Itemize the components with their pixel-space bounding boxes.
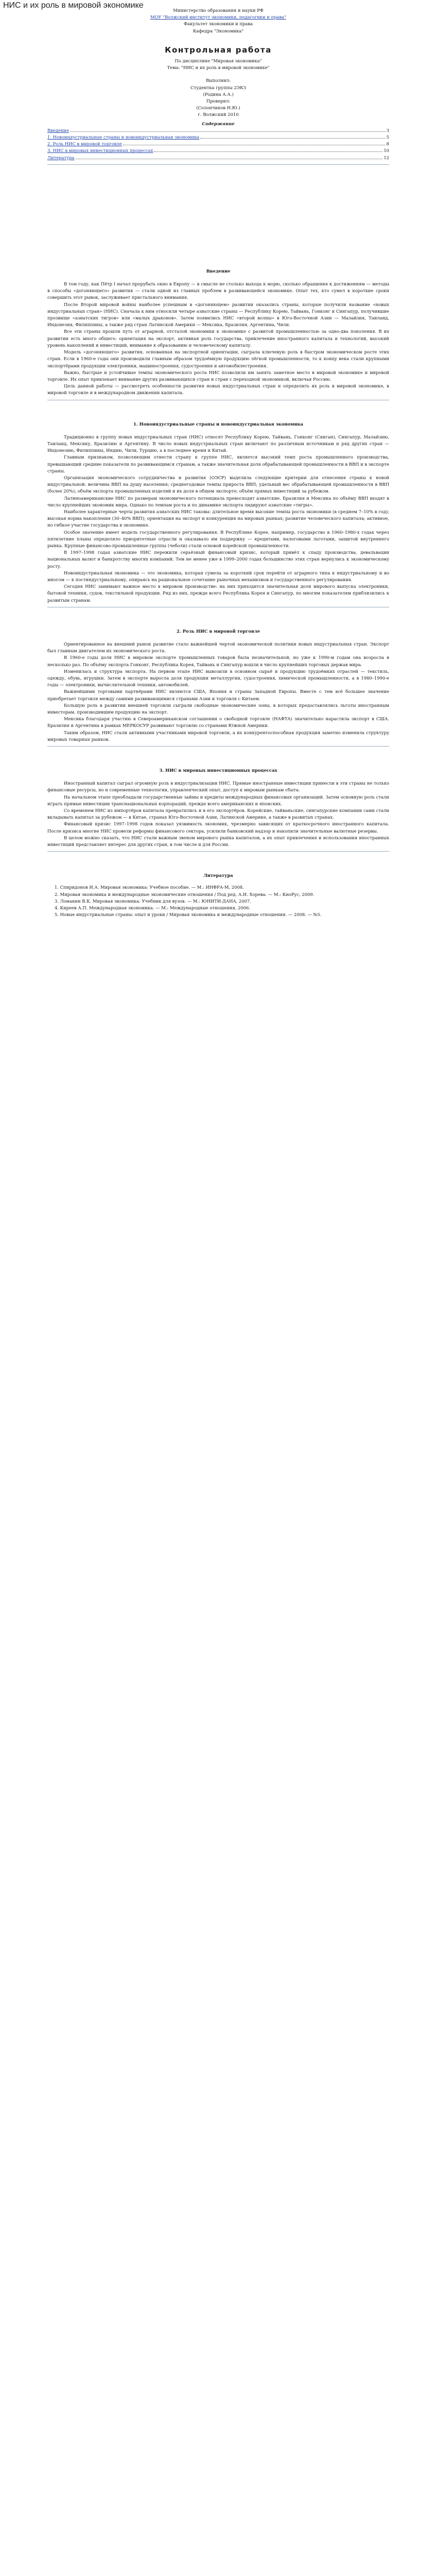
paragraph: Иностранный капитал сыграл огромную роль в индустриализации НИС. Прямые иностранные инвестиции принесли в эти страны не только финансовые ресурсы, но и современные технологии, управленческий опыт, доступ к мировым рынкам сбыта.: [47, 781, 389, 793]
paragraph: На начальном этапе преобладали государственные займы и кредиты международных финансовых организаций. Затем основную роль стали играть прямые инвестиции транснациональных корпораций, прежде всего американских и японских.: [47, 794, 389, 806]
toc-page: 5: [386, 134, 389, 140]
section-heading: Введение: [206, 268, 231, 274]
toc-link[interactable]: Введение: [47, 127, 69, 133]
divider: [47, 164, 389, 165]
section-3: [47, 767, 389, 848]
toc-page: 8: [386, 141, 389, 147]
institution-link[interactable]: МОУ "Волжский институт экономики, педагогики и права": [150, 14, 287, 20]
paragraph: Организация экономического сотрудничества и развития (ОЭСР) выделила следующие критерии для отнесения страны к новой индустриальной: величина ВВП на душу населения; среднегодовые темпы прироста ВВП; удельный вес обрабатывающей промышленности в ВВП (более 20%); объём экспорта промышленных изделий и их доля в общем экспорте; объём прямых инвестиций за рубежом.: [47, 474, 389, 494]
paragraph: После Второй мировой войны наиболее успешным в «догоняющем» развитии оказались страны, которые получили название «новых индустриальных стран» (НИС). Сначала к ним относили четыре азиатские страны — Республику Корею, Тайвань, Гонконг и Сингапур, получившие прозвище «азиатских тигров» или «малых драконов». Затем появились НИС «второй волны» в Юго-Восточной Азии — Малайзия, Таиланд, Индонезия, Филиппины, а также ряд стран Латинской Америки — Мексика, Бразилия, Аргентина, Чили.: [47, 301, 389, 328]
toc-page: 12: [383, 155, 389, 160]
tab-title: НИС и их роль в мировой экономике: [3, 1, 144, 10]
section-introduction: [47, 268, 389, 397]
section-heading: 1. Новоиндустриальные страны и новоиндустриальная экономика: [133, 421, 303, 427]
paragraph: Изменилась и структура экспорта. На первом этапе НИС вывозили в основном сырьё и продукцию трудоёмких отраслей — текстиль, одежду, обувь, игрушки. Затем в экспорте выросла доля продукции металлургии, судостроения, химической промышленности, а в 1980–1990-е годы — электроники, вычислительной техники, автомобилей.: [47, 668, 389, 688]
reference-item: 4. Киреев А.П. Международная экономика. — М.: Международные отношения, 2006.: [55, 905, 251, 911]
reference-item: 2. Мировая экономика и международные экономические отношения / Под ред. А.И. Хорева. — М.: КноРус, 2009.: [55, 891, 315, 897]
paragraph: Сегодня НИС занимают важное место в мировом производстве: на них приходится значительная доля мирового выпуска электроники, бытовой техники, судов, текстильной продукции. Ряд из них, прежде всего Республика Корея и Сингапур, по многим показателям приблизились к развитым странам.: [47, 584, 389, 603]
paragraph: Важно, быстрые и устойчивые темпы экономического роста НИС позволили им занять заметное место в мировой экономике и мировой торговле. Их опыт привлекает внимание других развивающихся стран и стран с переходной экономикой, включая Россию.: [47, 369, 389, 382]
section-2: [47, 628, 389, 743]
references: [47, 872, 389, 918]
paragraph: Со временем НИС из импортёров капитала превратились и в его экспортёров. Корейские, тайваньские, сингапурские компании сами стали вкладывать капитал за рубежом — в Китае, странах Юго-Восточной Азии, Латинской Америке, а также в развитых странах.: [47, 808, 389, 820]
toc-page: 10: [383, 148, 389, 154]
toc-link[interactable]: 3. НИС в мировых инвестиционных процессах: [47, 148, 153, 154]
paragraph: Новоиндустриальная экономика — это экономика, которая сумела за короткий срок перейти от аграрного типа к индустриальному и во многом — к постиндустриальному, опираясь на рациональное сочетание рыночных механизмов и государственного регулирования.: [47, 570, 389, 582]
toc-link[interactable]: Литература: [47, 155, 75, 160]
checker-name: (Солончиков Н.Ю.): [196, 105, 240, 111]
paragraph: Особое значение имеет модель государственного регулирования. В Республике Корее, например, государство в 1960–1980-х годах через пятилетние планы определяло приоритетные отрасли и оказывало им поддержку — кредитами, налоговыми льготами, защитой внутреннего рынка. Крупные финансово-промышленные группы (чеболи) стали основой корейской промышленности.: [47, 529, 389, 548]
toc-item[interactable]: [47, 127, 389, 134]
toc-heading: Содержание: [202, 121, 235, 126]
paragraph: Важнейшими торговыми партнёрами НИС являются США, Япония и страны Западной Европы. Вместе с тем всё большее значение приобретает торговля между самими развивающимися странами Азии и торговля с Китаем.: [47, 689, 389, 701]
divider: [47, 746, 389, 747]
toc-item[interactable]: [47, 134, 389, 141]
table-of-contents: [47, 121, 389, 161]
title-info: [47, 58, 389, 118]
header-line: Министерство образования и науки РФ: [173, 8, 264, 13]
paragraph: Большую роль в развитии внешней торговли сыграли свободные экономические зоны, в которых предоставлялись льготы иностранным инвесторам, производившим продукцию на экспорт.: [47, 702, 389, 715]
paragraph: В том году, как Пётр I начал прорубать окно в Европу — в смысле не столько выхода к морю, сколько обращения к достижениям — методы в способы «догоняющего» развития — стали одной из главных проблем в развивающейся экономике. Опыт тех, кто сумел в короткие сроки совершить этот рывок, заслуживает пристального внимания.: [47, 281, 389, 300]
performer-group: Студентка группы 2ЭКЗ: [190, 84, 246, 90]
paragraph: Таким образом, НИС стали активными участниками мировой торговли, а их конкурентоспособная продукция заметно изменила структуру мировых товарных рынков.: [47, 730, 389, 742]
paragraph: Традиционно в группу новых индустриальных стран (НИС) относят Республику Корею, Тайвань, Гонконг (Сянган), Сингапур, Малайзию, Таиланд, Мексику, Бразилию и Аргентину. В число новых индустриальных стран включают по различным источникам и ряд других стран — Индонезию, Филиппины, Индию, Чили, Турцию, а в последнее время и Китай.: [47, 434, 389, 453]
paragraph: Все эти страны прошли путь от аграрной, отсталой экономики к экономике с развитой промышленностью за одно-два поколения. В их развитии есть много общего: ориентация на экспорт, активная роль государства, привлечение иностранного капитала и технологий, высокий уровень накоплений и инвестиций, внимание к образованию и человеческому капиталу.: [47, 329, 389, 348]
toc-item[interactable]: [47, 155, 389, 161]
reference-item: 5. Новые индустриальные страны: опыт и уроки / Мировая экономика и международные отношения. — 2008. — №5.: [55, 912, 322, 918]
section-heading: 2. Роль НИС в мировой торговле: [176, 628, 260, 634]
performer-label: Выполнил:: [205, 78, 231, 83]
reference-item: 1. Спиридонов И.А. Мировая экономика: Учебное пособие. — М.: ИНФРА-М, 2008.: [55, 885, 244, 890]
checker-label: Проверил:: [206, 98, 231, 104]
title-page-header: [47, 7, 389, 35]
paragraph: Мексика благодаря участию в Североамериканском соглашении о свободной торговле (НАФТА) значительно нарастила экспорт в США. Бразилия и Аргентина в рамках МЕРКОСУР развивают торговлю со странами Южной Америки.: [47, 716, 389, 728]
discipline-line: По дисциплине "Мировая экономика": [175, 58, 262, 64]
paragraph: Цель данной работы — рассмотреть особенности развития новых индустриальных стран и определить их роль в мировой экономике, в мировой торговле и в международном движении капитала.: [47, 383, 389, 396]
toc-item[interactable]: [47, 147, 389, 154]
topic-line: Тема: "НИС и их роль в мировой экономике": [167, 65, 270, 71]
performer-name: (Родина А.А.): [203, 91, 234, 97]
paragraph: В 1997–1998 годах азиатские НИС пережили серьёзный финансовый кризис, который привёл к спаду производства, девальвации национальных валют и банкротству многих компаний. Тем не менее уже в 1999–2000 годах большинство этих стран вернулись к экономическому росту.: [47, 550, 389, 569]
paragraph: В 1960-е годы доля НИС в мировом экспорте промышленных товаров была незначительной, но уже к 1990-м годам она возросла в несколько раз. По объёму экспорта Гонконг, Республика Корея, Тайвань и Сингапур вошли в число крупнейших торговых держав мира.: [47, 655, 389, 667]
paragraph: Модель «догоняющего» развития, основанная на экспортной ориентации, сыграла ключевую роль в быстром экономическом росте этих стран. Если в 1960-е годы они производили главным образом трудоёмкую продукцию лёгкой промышленности, то к концу века стали крупными экспортёрами продукции электроники, машиностроения, судостроения и автомобилестроения.: [47, 349, 389, 368]
document-title: Контрольная работа: [165, 45, 272, 55]
section-1: [47, 421, 389, 604]
paragraph: В целом можно сказать, что НИС стали важным звеном мирового рынка капиталов, а их опыт привлечения и использования иностранных инвестиций представляет интерес для других стран, в том числе и для России.: [47, 835, 389, 848]
reference-item: 3. Ломакин В.К. Мировая экономика: Учебник для вузов. — М.: ЮНИТИ-ДАНА, 2007.: [55, 898, 252, 904]
divider: [47, 851, 389, 852]
city-year: г. Волжский 2010: [198, 112, 239, 117]
toc-item[interactable]: [47, 141, 389, 147]
section-heading: Литература: [203, 873, 233, 878]
toc-link[interactable]: 2. Роль НИС в мировой торговле: [47, 141, 122, 147]
paragraph: Ориентированное на внешний рынок развитие стало важнейшей чертой экономической политики новых индустриальных стран. Экспорт был главным двигателем их экономического роста.: [47, 641, 389, 654]
toc-link[interactable]: 1. Новоиндустриальные страны и новоиндустриальная экономика: [47, 134, 200, 140]
document: [47, 7, 389, 919]
header-line: Факультет экономики и права: [184, 21, 253, 27]
paragraph: Латиноамериканские НИС по размерам экономического потенциала превосходят азиатские. Бразилия и Мексика по объёму ВВП входят в число крупнейших экономик мира. Однако по темпам роста и по динамике экспорта лидируют азиатские «тигры».: [47, 495, 389, 507]
paragraph: Наиболее характерные черты развития азиатских НИС таковы: длительное время высокие темпы роста экономики (в среднем 7–10% в год); высокая норма накопления (30–40% ВВП); ориентация на экспорт и конкуренция на мировых рынках; развитие человеческого капитала; активное, но гибкое участие государства в экономике.: [47, 509, 389, 528]
paragraph: Главным признаком, позволяющим отнести страну к группе НИС, является высокий темп роста промышленного производства, превышающий средние показатели по развивающимся странам, а также значительная доля обрабатывающей промышленности в ВВП и в экспорте страны.: [47, 454, 389, 473]
header-line: Кафедра "Экономика": [193, 28, 244, 33]
paragraph: Финансовый кризис 1997–1998 годов показал уязвимость экономик, чрезмерно зависящих от краткосрочного иностранного капитала. После кризиса многие НИС провели реформы финансового сектора, усилили банковский надзор и накопили значительные валютные резервы.: [47, 821, 389, 834]
section-heading: 3. НИС в мировых инвестиционных процессах: [159, 768, 277, 773]
toc-page: 3: [386, 127, 389, 133]
